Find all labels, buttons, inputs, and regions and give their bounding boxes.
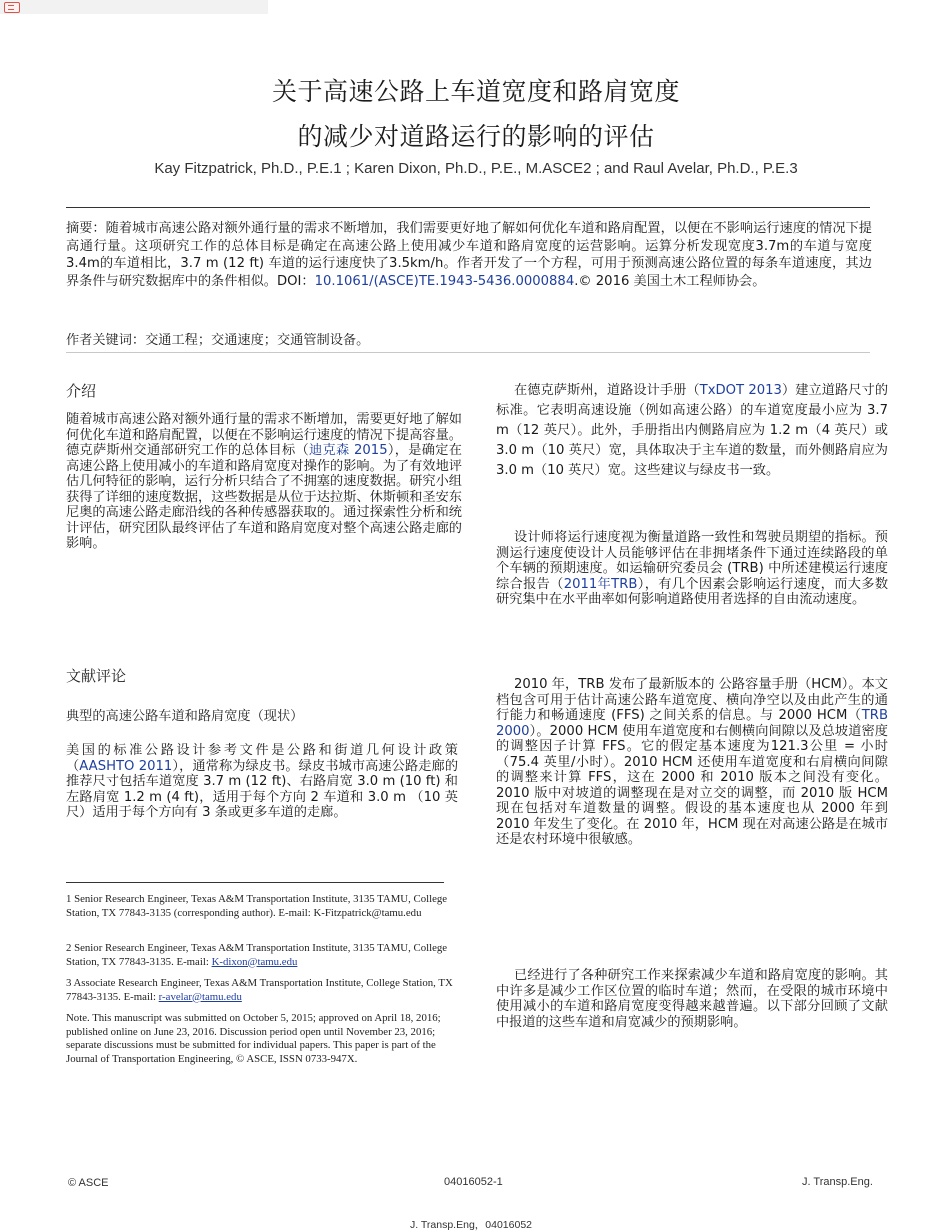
hcm-paragraph: 2010 年，TRB 发布了最新版本的 公路容量手册（HCM）。本文档包含可用于估计高速公路车道宽度、横向净空以及由此产生的通行能力和畅通速度 (FFS) 之间关系的信息。与 2000 HCM（TRB 2000）。2000 HCM 使用车道宽度和右侧横向间隙以及总坡道密度的调整因子计算 FFS。它的假定基本速度为121.3公里 = 小时（75.4 英里/小时）。2010 HCM 还使用车道宽度和右肩横向间隙的调整来计算 FFS，这在 2000 和 2010 版本之间没有变化。2010 版中对坡道的调整现在是对立交的调整，而 2010 版 HCM 现在包括对车道数量的调整。假设的基本速度也从 2000 年到 2010 年发生了变化。在 2010 年，HCM 现在对高速公路是在城市还是农村环境中很敏感。	[496, 677, 888, 847]
author-list: Kay Fitzpatrick, Ph.D., P.E.1 ; Karen Dixon, Ph.D., P.E., M.ASCE2 ; and Raul Avelar, Ph.D., P.E.3	[154, 160, 798, 177]
email-link[interactable]: r-avelar@tamu.edu	[158, 990, 242, 1003]
design-manual-paragraph: 在德克萨斯州，道路设计手册（TxDOT 2013）建立道路尺寸的标准。它表明高速设施（例如高速公路）的车道宽度最小应为 3.7 m（12 英尺）。此外，手册指出内侧路肩应为 1.2 m（4 英尺）或 3.0 m（10 英尺）宽，具体取决于主车道的数量，而外侧路肩应为 3.0 m（10 英尺）宽。这些建议与绿皮书一致。	[496, 383, 889, 478]
section-heading-literature: 文献评论	[66, 667, 127, 685]
operating-speed-paragraph: 设计师将运行速度视为衡量道路一致性和驾驶员期望的指标。预测运行速度使设计人员能够评估在非拥堵条件下通过连续路段的单个车辆的预期速度。如运输研究委员会 (TRB) 中所述建模运行速度综合报告（2011年TRB），有几个因素会影响运行速度，而大多数研究集中在水平曲率如何影响道路使用者选择的自由流动速度。	[496, 530, 889, 607]
manuscript-note: Note. This manuscript was submitted on October 5, 2015; approved on April 18, 2016; published online on June 23, 2016. Discussion period open until November 23, 2016; separate discussions must be submitted for individual papers. This paper is part of the Journal of Transportation Engineering, © ASCE, ISSN 0733-947X.	[66, 1012, 441, 1065]
footer-article-number: 04016052-1	[444, 1176, 503, 1188]
subsection-heading: 典型的高速公路车道和路肩宽度（现状）	[66, 709, 304, 724]
footnote-1: 1 Senior Research Engineer, Texas A&M Transportation Institute, 3135 TAMU, College Station, TX 77843-3135 (corresponding author). E-mail: K-Fitzpatrick@tamu.edu	[66, 893, 448, 919]
paper-title-line-2: 的减少对道路运行的影响的评估	[297, 122, 655, 151]
citation-link[interactable]: TRB 2000	[496, 708, 888, 739]
citation-link[interactable]: TxDOT 2013	[699, 383, 782, 398]
doi-link[interactable]: 10.1061/(ASCE)TE.1943-5436.0000884	[314, 273, 575, 289]
viewer-toolbar	[0, 0, 268, 14]
paper-title-line-1: 关于高速公路上车道宽度和路肩宽度	[271, 77, 680, 106]
citation-link[interactable]: 迪克森 2015	[309, 443, 388, 458]
keywords: 作者关键词：交通工程；交通速度；交通管制设备。	[66, 333, 370, 348]
footnote-3: 3 Associate Research Engineer, Texas A&M Transportation Institute, College Station, TX 77843-3135. E-mail: r-avelar@tamu.edu	[66, 977, 453, 1003]
abstract-top-rule	[66, 207, 870, 208]
abstract-copyright: .© 2016 美国土木工程师协会。	[574, 273, 766, 289]
footer-copyright: © ASCE	[68, 1177, 109, 1189]
keywords-rule	[66, 352, 870, 353]
abstract	[66, 220, 872, 290]
intro-paragraph: 随着城市高速公路对额外通行量的需求不断增加，需要更好地了解如何优化车道和路肩配置，以便在不影响运行速度的情况下提高容量。德克萨斯州交通部研究工作的总体目标（迪克森 2015），是确定在高速公路上使用减小的车道和路肩宽度对操作的影响。为了有效地评估几何特征的影响，运行分析只结合了不拥塞的速度数据。研究小组获得了详细的速度数据，这些数据是从位于达拉斯、休斯顿和圣安东尼奥的高速公路走廊沿线的各种传感器获取的。通过探索性分析和统计评估，研究团队最终评估了车道和路肩宽度对整个高速公路走廊的影响。	[66, 412, 462, 551]
footnote-2: 2 Senior Research Engineer, Texas A&M Transportation Institute, 3135 TAMU, College Station, TX 77843-3135. E-mail: K-dixon@tamu.edu	[66, 942, 448, 968]
citation-link[interactable]: 2011年TRB	[563, 576, 638, 592]
section-heading-intro: 介绍	[66, 382, 97, 400]
footnote-rule	[66, 882, 444, 883]
footer-citation: J. Transp.Eng，04016052	[410, 1219, 533, 1231]
email-link[interactable]: K-dixon@tamu.edu	[211, 955, 298, 968]
document-icon[interactable]	[4, 2, 20, 13]
literature-paragraph: 美国的标准公路设计参考文件是公路和街道几何设计政策（AASHTO 2011），通常称为绿皮书。绿皮书城市高速公路走廊的推荐尺寸包括车道宽度 3.7 m (12 ft)、右路肩宽 3.0 m (10 ft) 和左路肩宽 1.2 m (4 ft)，适用于每个方向 2 车道和 3.0 m （10 英尺）适用于每个方向有 3 条或更多车道的走廊。	[66, 743, 459, 820]
abstract-text: 摘要：随着城市高速公路对额外通行量的需求不断增加，我们需要更好地了解如何优化车道和路肩配置，以便在不影响运行速度的情况下提高通行量。这项研究工作的总体目标是确定在高速公路上使用减少车道和路肩宽度的运营影响。运算分析发现宽度3.7m的车道与宽度3.4m的车道相比，3.7 m (12 ft) 车道的运行速度快了3.5km/h。作者开发了一个方程，可用于预测高速公路位置的每条车道速度，其边界条件与研究数据库中的条件相似。DOI：	[66, 221, 872, 289]
research-paragraph: 已经进行了各种研究工作来探索减少车道和路肩宽度的影响。其中许多是减少工作区位置的临时车道；然而，在受限的城市环境中使用减小的车道和路肩宽度变得越来越普遍。以下部分回顾了文献中报道的这些车道和肩宽减少的预期影响。	[496, 968, 888, 1030]
citation-link[interactable]: AASHTO 2011	[79, 758, 173, 774]
footer-journal: J. Transp.Eng.	[802, 1176, 873, 1188]
